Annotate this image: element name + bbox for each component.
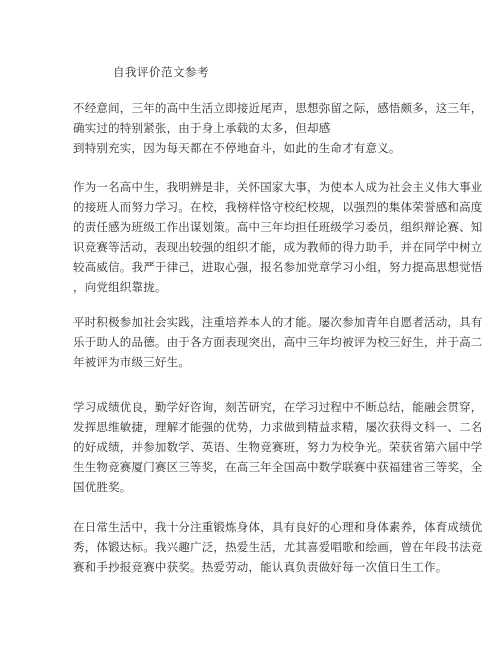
- paragraph-line: 的好成绩，并参加数学、英语、生物竞赛班，努力为校争光。荣获省第六届中学: [73, 440, 483, 454]
- paragraph-line: 作为一名高中生，我明辨是非，关怀国家大事，为使本人成为社会主义伟大事业: [73, 180, 483, 194]
- paragraph-1: [73, 98, 483, 158]
- paragraph-line: 国优胜奖。: [73, 480, 132, 494]
- document-title: 自我评价范文参考: [113, 65, 209, 79]
- paragraph-line: 确实过的特别紧张，由于身上承载的太多，但却感: [73, 121, 331, 135]
- paragraph-line: 发挥思维敏捷，理解才能强的优势，力求做到精益求精，屡次获得文科一、二名: [73, 420, 483, 434]
- paragraph-line: 生生物竞赛厦门赛区三等奖，在高三年全国高中数学联赛中获福建省三等奖，全: [73, 460, 483, 474]
- paragraph-line: 不经意间，三年的高中生活立即接近尾声，思想弥留之际，感悟颇多，这三年，: [73, 101, 483, 115]
- paragraph-line: 年被评为市级三好生。: [73, 355, 190, 369]
- paragraph-line: 的接班人而努力学习。在校，我榜样恪守校纪校规，以强烈的集体荣誉感和高度: [73, 200, 483, 214]
- paragraph-3: [73, 312, 483, 372]
- paragraph-4: [73, 397, 483, 497]
- paragraph-line: 到特别充实，因为每天都在不停地奋斗，如此的生命才有意义。: [73, 141, 401, 155]
- paragraph-2: [73, 177, 483, 297]
- paragraph-line: 平时积极参加社会实践，注重培养本人的才能。屡次参加青年自愿者活动，具有: [73, 315, 483, 329]
- paragraph-line: 的责任感为班级工作出谋划策。高中三年均担任班级学习委员，组织辩论赛、知: [73, 220, 483, 234]
- paragraph-line: 较高威信。我严于律己，进取心强，报名参加党章学习小组，努力提高思想觉悟: [73, 260, 483, 274]
- paragraph-5: [73, 517, 483, 577]
- paragraph-line: 在日常生活中，我十分注重锻炼身体，具有良好的心理和身体素养，体育成绩优: [73, 520, 483, 534]
- paragraph-line: 赛和手抄报竞赛中获奖。热爱劳动，能认真负责做好每一次值日生工作。: [73, 560, 448, 574]
- paragraph-line: 识竞赛等活动，表现出较强的组织才能，成为教师的得力助手，并在同学中树立: [73, 240, 483, 254]
- paragraph-line: 乐于助人的品德。由于各方面表现突出，高中三年均被评为校三好生，并于高二: [73, 335, 483, 349]
- paragraph-line: 秀，体锻达标。我兴趣广泛，热爱生活，尤其喜爱唱歌和绘画，曾在年段书法竞: [73, 540, 483, 554]
- paragraph-line: ，向党组织靠拢。: [73, 280, 167, 294]
- paragraph-line: 学习成绩优良，勤学好咨询，刻苦研究，在学习过程中不断总结，能融会贯穿，: [73, 400, 483, 414]
